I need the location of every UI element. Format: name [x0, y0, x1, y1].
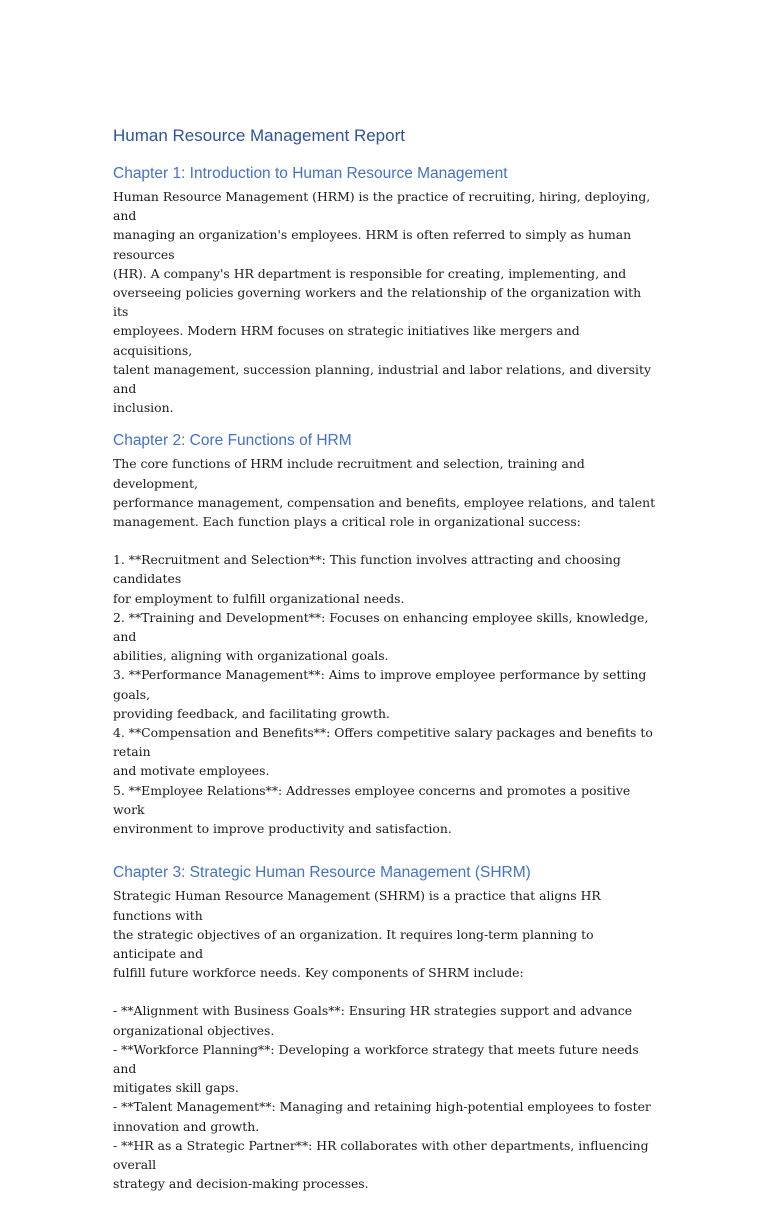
chapter-2-body: The core functions of HRM include recruitment and selection, training and development, performance management, compensation and benefits, employee relations, and talent management. Each function plays a critical role in organizational success: [113, 456, 656, 530]
chapter-2-heading: Chapter 2: Core Functions of HRM [113, 432, 352, 450]
paragraph-spacer [113, 982, 658, 1001]
list-item: 1. **Recruitment and Selection**: This function involves attracting and choosing candidates for employment to fulfill organizational needs. [113, 552, 621, 606]
list-item: - **Talent Management**: Managing and retaining high-potential employees to foster innovation and growth. [113, 1099, 651, 1134]
list-item: 2. **Training and Development**: Focuses on enhancing employee skills, knowledge, and abilities, aligning with organizational goals. [113, 609, 649, 664]
chapter-2-section [113, 430, 658, 838]
chapter-3-body: Strategic Human Resource Management (SHRM) is a practice that aligns HR functions with the strategic objectives of an organization. It requires long-term planning to anticipate and fulfill future workforce needs. Key components of SHRM include: [113, 888, 601, 981]
paragraph-spacer [113, 531, 658, 550]
chapter-3-heading: Chapter 3: Strategic Human Resource Management (SHRM) [113, 864, 531, 882]
list-item: - **Workforce Planning**: Developing a workforce strategy that meets future needs and mitigates skill gaps. [113, 1041, 639, 1096]
list-item: 3. **Performance Management**: Aims to improve employee performance by setting goals, providing feedback, and facilitating growth. [113, 667, 647, 721]
document-title: Human Resource Management Report [113, 126, 405, 145]
chapter-1-body: Human Resource Management (HRM) is the practice of recruiting, hiring, deploying, and managing an organization's employees. HRM is often referred to simply as human resources (HR). A company's HR department is responsible for creating, implementing, and overseeing policies governing workers and the relationship of the organization with its employees. Modern HRM focuses on strategic initiatives like mergers and acquisitions, talent management, succession planning, industrial and labor relations, and diversity and inclusion. [113, 189, 651, 416]
list-item: 4. **Compensation and Benefits**: Offers competitive salary packages and benefits to retain and motivate employees. [113, 725, 653, 779]
chapter-1-section [113, 163, 658, 417]
chapter-3-section [113, 862, 658, 1193]
list-item: - **Alignment with Business Goals**: Ensuring HR strategies support and advance organizational objectives. [113, 1003, 633, 1038]
list-item: - **HR as a Strategic Partner**: HR collaborates with other departments, influencing overall strategy and decision-making processes. [113, 1137, 649, 1192]
document-page [113, 124, 658, 1206]
chapter-1-heading: Chapter 1: Introduction to Human Resource Management [113, 165, 508, 182]
list-item: 5. **Employee Relations**: Addresses employee concerns and promotes a positive work environment to improve productivity and satisfaction. [113, 782, 631, 837]
